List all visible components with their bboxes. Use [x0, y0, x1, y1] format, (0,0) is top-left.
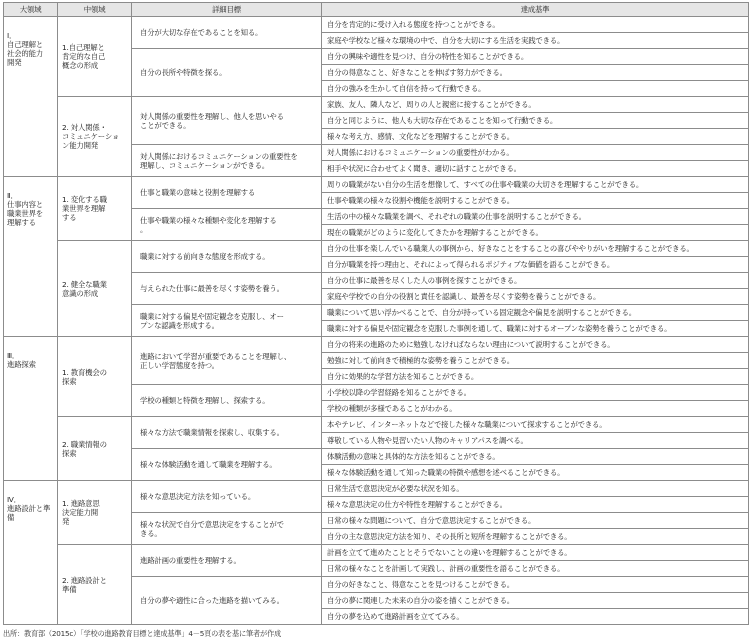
- header-middle-domain: 中領域: [58, 3, 132, 17]
- detailed-goal-cell-line: きる。: [140, 528, 162, 538]
- detailed-goal-cell: [132, 513, 322, 545]
- criterion-cell: 現在の職業がどのように変化してきたかを理解することができる。: [322, 225, 749, 241]
- table-row: [4, 97, 749, 113]
- detailed-goal-cell: [132, 273, 322, 305]
- detailed-goal-cell: [132, 17, 322, 49]
- criterion-cell: 小学校以降の学習経路を知ることができる。: [322, 385, 749, 401]
- criterion-cell: 相手や状況に合わせてよく聞き、適切に話すことができる。: [322, 161, 749, 177]
- criterion-cell: 仕事や職業の様々な役割や機能を説明することができる。: [322, 193, 749, 209]
- middle-domain-cell: [58, 337, 132, 417]
- middle-domain-cell: [58, 241, 132, 337]
- middle-domain-cell-line: 決定能力開: [62, 508, 98, 517]
- detailed-goal-cell-line: 仕事と職業の意味と役割を理解する: [140, 188, 256, 197]
- criterion-cell: 自分を肯定的に受け入れる態度を持つことができる。: [322, 17, 749, 33]
- table-row: [4, 417, 749, 433]
- detailed-goal-cell-line: 自分の長所や特徴を探る。: [140, 68, 227, 77]
- source-note: 出所：教育部（2015c）「学校の進路教育目標と達成基準」4－5頁の表を基に筆者が作成: [3, 629, 281, 638]
- middle-domain-cell: [58, 417, 132, 481]
- criterion-cell: 本やテレビ、インターネットなどで接した様々な職業について探求することができる。: [322, 417, 749, 433]
- major-domain-cell-line: Ⅳ．: [7, 495, 21, 504]
- detailed-goal-cell-line: 様々な方法で職業情報を探索し、収集する。: [140, 428, 284, 437]
- middle-domain-cell-line: 2. 対人関係・: [62, 123, 107, 132]
- middle-domain-cell: [58, 177, 132, 241]
- middle-domain-cell-line: 探索: [62, 448, 77, 458]
- criterion-cell: 様々な体験活動を通して知った職業の特徴や感想を述べることができる。: [322, 465, 749, 481]
- detailed-goal-cell-line: 職業に対する偏見や固定観念を克服し、オー: [140, 311, 284, 321]
- detailed-goal-cell-line: 対人関係におけるコミュニケーションの重要性を: [140, 151, 298, 161]
- middle-domain-cell-line: 概念の形成: [62, 61, 98, 70]
- detailed-goal-cell-line: 理解し、コミュニケーションができる。: [140, 160, 269, 170]
- detailed-goal-cell: [132, 241, 322, 273]
- middle-domain-cell-line: 意識の形成: [62, 288, 98, 298]
- detailed-goal-cell-line: プンな認識を形成する。: [140, 320, 219, 330]
- detailed-goal-cell-line: 様々な意思決定方法を知っている。: [140, 492, 256, 501]
- middle-domain-cell-line: 業世界を理解: [62, 204, 106, 213]
- criterion-cell: 日常生活で意思決定が必要な状況を知る。: [322, 481, 749, 497]
- middle-domain-cell: [58, 17, 132, 97]
- criterion-cell: 自分と同じように、他人も大切な存在であることを知って行動できる。: [322, 113, 749, 129]
- detailed-goal-cell: [132, 449, 322, 481]
- major-domain-cell-line: 進路設計と準: [7, 504, 51, 513]
- header-detailed-goal: 詳細目標: [132, 3, 322, 17]
- criterion-cell: 自分の得意なこと、好きなことを伸ばす努力ができる。: [322, 65, 749, 81]
- detailed-goal-cell: [132, 385, 322, 417]
- major-domain-cell-line: Ⅲ．: [7, 351, 20, 360]
- criterion-cell: 対人関係におけるコミュニケーションの重要性がわかる。: [322, 145, 749, 161]
- middle-domain-cell-line: 2. 進路設計と: [62, 575, 107, 585]
- detailed-goal-cell: [132, 177, 322, 209]
- middle-domain-cell-line: 2. 健全な職業: [62, 279, 107, 289]
- detailed-goal-cell-line: 進路計画の重要性を理解する。: [140, 556, 241, 565]
- middle-domain-cell-line: コミュニケーショ: [62, 132, 120, 141]
- detailed-goal-cell-line: 職業に対する前向きな態度を形成する。: [140, 252, 270, 261]
- criterion-cell: 日常の様々なことを計画して実践し、計画の重要性を語ることができる。: [322, 561, 749, 577]
- middle-domain-cell: [58, 97, 132, 177]
- major-domain-cell: [4, 337, 58, 481]
- middle-domain-cell-line: 1. 変化する職: [62, 195, 107, 204]
- detailed-goal-cell: [132, 209, 322, 241]
- criterion-cell: 様々な考え方、感情、文化などを理解することができる。: [322, 129, 749, 145]
- criterion-cell: 体験活動の意味と具体的な方法を知ることができる。: [322, 449, 749, 465]
- detailed-goal-cell-line: 進路において学習が重要であることを理解し、: [140, 351, 292, 361]
- detailed-goal-cell-line: 様々な状況で自分で意思決定をすることがで: [140, 519, 284, 529]
- middle-domain-cell-line: 探索: [62, 376, 77, 386]
- detailed-goal-cell: [132, 305, 322, 337]
- detailed-goal-cell: [132, 417, 322, 449]
- major-domain-cell-line: Ⅰ．: [7, 31, 17, 40]
- criterion-cell: 学校の種類が多様であることがわかる。: [322, 401, 749, 417]
- middle-domain-cell-line: 発: [62, 517, 70, 526]
- table-body: [4, 17, 749, 625]
- major-domain-cell-line: 開発: [7, 58, 22, 67]
- major-domain-cell: [4, 17, 58, 177]
- detailed-goal-cell: [132, 97, 322, 145]
- major-domain-cell-line: 仕事内容と: [7, 200, 43, 209]
- middle-domain-cell-line: 肯定的な自己: [62, 52, 106, 61]
- detailed-goal-cell: [132, 481, 322, 513]
- middle-domain-cell-line: する: [62, 213, 77, 222]
- detailed-goal-cell: [132, 577, 322, 625]
- criterion-cell: 家庭や学校など様々な環境の中で、自分を大切にする生活を実践できる。: [322, 33, 749, 49]
- table-row: [4, 545, 749, 561]
- criterion-cell: 職業について思い浮かべることで、自分が持っている固定観念や偏見を説明することができる。: [322, 305, 749, 321]
- middle-domain-cell-line: 2. 職業情報の: [62, 439, 107, 449]
- major-domain-cell-line: 社会的能力: [7, 49, 43, 58]
- detailed-goal-cell-line: 仕事や職業の様々な種類や変化を理解する: [140, 215, 277, 225]
- criterion-cell: 日常の様々な問題について、自分で意思決定することができる。: [322, 513, 749, 529]
- major-domain-cell-line: 職業世界を: [7, 209, 43, 218]
- header-achievement-criteria: 達成基準: [322, 3, 749, 17]
- criterion-cell: 様々な意思決定の仕方や特性を理解することができる。: [322, 497, 749, 513]
- detailed-goal-cell: [132, 545, 322, 577]
- criterion-cell: 周りの職業がない自分の生活を想像して、すべての仕事や職業の大切さを理解することができる。: [322, 177, 749, 193]
- middle-domain-cell: [58, 545, 132, 625]
- criterion-cell: 生活の中の様々な職業を調べ、それぞれの職業の仕事を説明することができる。: [322, 209, 749, 225]
- criterion-cell: 自分が職業を持つ理由と、それによって得られるポジティブな価値を語ることができる。: [322, 257, 749, 273]
- career-education-goals-table: [3, 2, 749, 625]
- criterion-cell: 自分の将来の進路のために勉強しなければならない理由について説明することができる。: [322, 337, 749, 353]
- criterion-cell: 自分の好きなこと、得意なことを見つけることができる。: [322, 577, 749, 593]
- criterion-cell: 職業に対する偏見や固定観念を克服した事例を通して、職業に対するオープンな姿勢を養うことができる。: [322, 321, 749, 337]
- detailed-goal-cell: [132, 337, 322, 385]
- major-domain-cell: [4, 177, 58, 337]
- detailed-goal-cell: [132, 49, 322, 97]
- detailed-goal-cell-line: 与えられた仕事に最善を尽くす姿勢を養う。: [140, 284, 284, 293]
- major-domain-cell-line: 理解する: [7, 218, 36, 227]
- table-row: [4, 241, 749, 257]
- major-domain-cell-line: 進路探索: [7, 360, 36, 369]
- criterion-cell: 自分の興味や適性を見つけ、自分の特性を知ることができる。: [322, 49, 749, 65]
- criterion-cell: 自分の仕事を楽しんでいる職業人の事例から、好きなことをすることの喜びややりがいを理解することができる。: [322, 241, 749, 257]
- detailed-goal-cell-line: 自分が大切な存在であることを知る。: [140, 28, 263, 37]
- criterion-cell: 尊敬している人物や見習いたい人物のキャリアパスを調べる。: [322, 433, 749, 449]
- table-header-row: [4, 3, 749, 17]
- major-domain-cell: [4, 481, 58, 625]
- detailed-goal-cell-line: 。: [140, 224, 148, 234]
- middle-domain-cell-line: 1.自己理解と: [62, 43, 105, 52]
- detailed-goal-cell-line: ことができる。: [140, 120, 191, 130]
- major-domain-cell-line: 自己理解と: [7, 40, 43, 49]
- detailed-goal-cell-line: 自分の夢や適性に合った進路を描いてみる。: [140, 596, 284, 605]
- detailed-goal-cell-line: 学校の種類と特徴を理解し、探索する。: [140, 396, 270, 405]
- criterion-cell: 計画を立てて進めたこととそうでないことの違いを理解することができる。: [322, 545, 749, 561]
- table-row: [4, 481, 749, 497]
- major-domain-cell-line: 備: [7, 513, 15, 522]
- document-figure: [3, 2, 748, 639]
- criterion-cell: 自分に効果的な学習方法を知ることができる。: [322, 369, 749, 385]
- middle-domain-cell-line: 1. 進路意思: [62, 499, 100, 508]
- table-row: [4, 17, 749, 33]
- criterion-cell: 家族、友人、隣人など、周りの人と親密に接することができる。: [322, 97, 749, 113]
- middle-domain-cell: [58, 481, 132, 545]
- criterion-cell: 自分の強みを生かして自信を持って行動できる。: [322, 81, 749, 97]
- detailed-goal-cell: [132, 145, 322, 177]
- header-major-domain: 大領域: [4, 3, 58, 17]
- major-domain-cell-line: Ⅱ．: [7, 191, 18, 200]
- detailed-goal-cell-line: 対人関係の重要性を理解し、他人を思いやる: [140, 111, 284, 121]
- middle-domain-cell-line: 1. 教育機会の: [62, 367, 107, 377]
- criterion-cell: 自分の仕事に最善を尽くした人の事例を探すことができる。: [322, 273, 749, 289]
- table-row: [4, 177, 749, 193]
- criterion-cell: 家庭や学校での自分の役割と責任を認識し、最善を尽くす姿勢を養うことができる。: [322, 289, 749, 305]
- criterion-cell: 自分の主な意思決定方法を知り、その長所と短所を理解することができる。: [322, 529, 749, 545]
- table-row: [4, 337, 749, 353]
- middle-domain-cell-line: ン能力開発: [62, 141, 98, 150]
- criterion-cell: 勉強に対して前向きで積極的な姿勢を養うことができる。: [322, 353, 749, 369]
- criterion-cell: 自分の夢を込めて進路計画を立ててみる。: [322, 609, 749, 625]
- criterion-cell: 自分の夢に関連した未来の自分の姿を描くことができる。: [322, 593, 749, 609]
- detailed-goal-cell-line: 様々な体験活動を通して職業を理解する。: [140, 460, 277, 469]
- detailed-goal-cell-line: 正しい学習態度を持つ。: [140, 360, 219, 370]
- middle-domain-cell-line: 準備: [62, 584, 77, 594]
